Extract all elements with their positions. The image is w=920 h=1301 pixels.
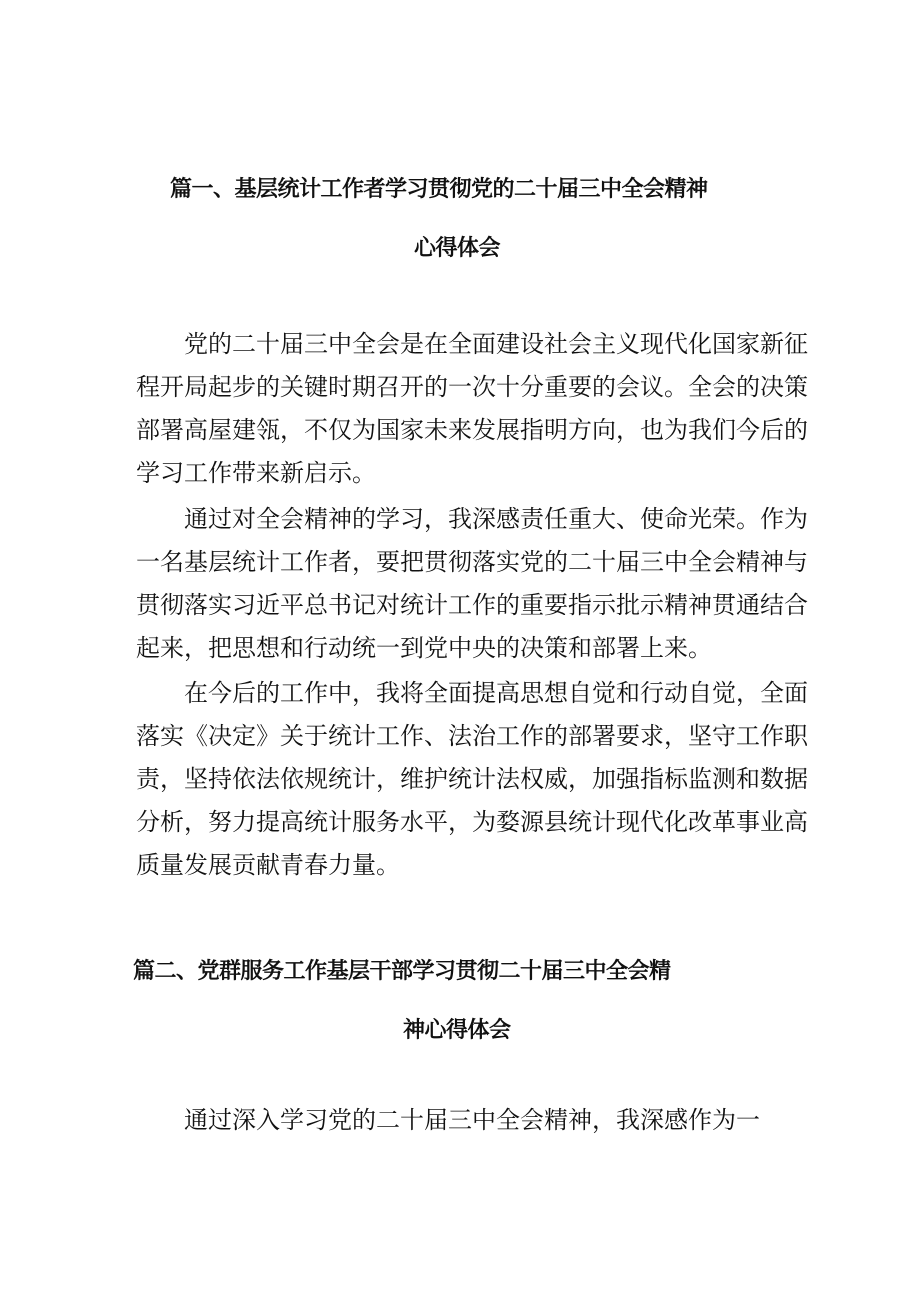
section1-title-line2: 心得体会 [414, 236, 501, 261]
section1-paragraph3-line3: 责，坚持依法依规统计，维护统计法权威，加强指标监测和数据 [136, 765, 808, 793]
section1-paragraph1-line4: 学习工作带来新启示。 [136, 459, 376, 487]
section1-paragraph3-line1: 在今后的工作中，我将全面提高思想自觉和行动自觉，全面 [184, 679, 808, 707]
section2-title-line1: 篇二、党群服务工作基层干部学习贯彻二十届三中全会精 [133, 959, 671, 984]
section1-paragraph3-line4: 分析，努力提高统计服务水平，为婺源县统计现代化改革事业高 [136, 808, 808, 836]
section1-paragraph3-line5: 质量发展贡献青春力量。 [136, 851, 400, 879]
section2-title-line2: 神心得体会 [403, 1018, 511, 1043]
section1-paragraph2-line3: 贯彻落实习近平总书记对统计工作的重要指示批示精神贯通结合 [136, 591, 808, 619]
section1-paragraph1-line3: 部署高屋建瓴，不仅为国家未来发展指明方向，也为我们今后的 [136, 416, 808, 444]
section2-paragraph1-line1: 通过深入学习党的二十届三中全会精神，我深感作为一 [184, 1106, 760, 1134]
section1-paragraph3-line2: 落实《决定》关于统计工作、法治工作的部署要求，坚守工作职 [136, 722, 808, 750]
section1-title-line1: 篇一、基层统计工作者学习贯彻党的二十届三中全会精神 [170, 177, 708, 202]
section1-paragraph2-line4: 起来，把思想和行动统一到党中央的决策和部署上来。 [136, 634, 712, 662]
section1-paragraph2-line1: 通过对全会精神的学习，我深感责任重大、使命光荣。作为 [184, 505, 808, 533]
section1-paragraph1-line2: 程开局起步的关键时期召开的一次十分重要的会议。全会的决策 [136, 373, 808, 401]
section1-paragraph1-line1: 党的二十届三中全会是在全面建设社会主义现代化国家新征 [184, 330, 808, 358]
section1-paragraph2-line2: 一名基层统计工作者，要把贯彻落实党的二十届三中全会精神与 [136, 548, 808, 576]
